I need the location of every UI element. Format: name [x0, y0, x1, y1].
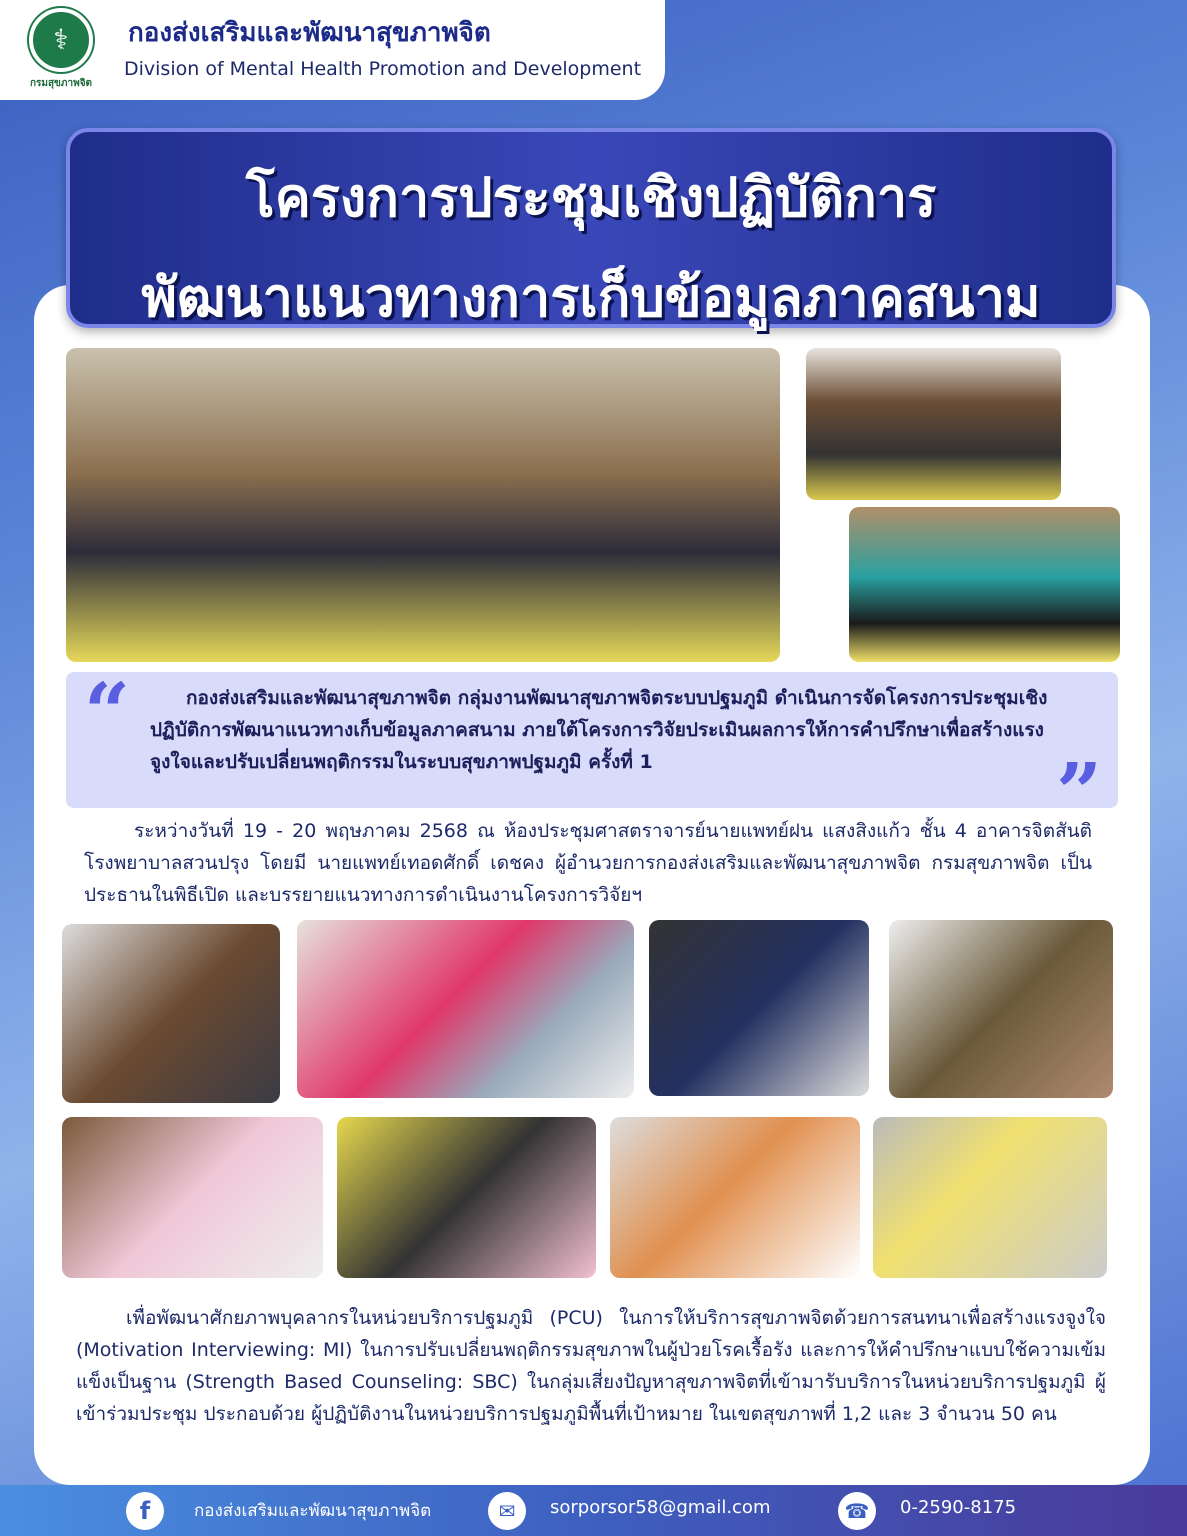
- staff-group-photo: [849, 507, 1120, 662]
- workshop-table-photo: [610, 1117, 860, 1278]
- speaker-photo: [62, 924, 280, 1103]
- group-photo: [66, 348, 780, 662]
- quote-text: กองส่งเสริมและพัฒนาสุขภาพจิต กลุ่มงานพัฒนาสุขภาพจิตระบบปฐมภูมิ ดำเนินการจัดโครงการประชุมเชิงปฏิบัติการพัฒนาแนวทางเก็บข้อมูลภาคสนาม ภายใต้โครงการวิจัยประเมินผลการให้การคำปรึกษาเพื่อสร้างแรงจูงใจและปรับเปลี่ยนพฤติกรรมในระบบสุขภาพปฐมภูมิ ครั้งที่ 1: [150, 687, 1048, 773]
- close-quote-icon: ”: [1056, 745, 1103, 839]
- participants-photo: [297, 920, 634, 1098]
- phone-number[interactable]: 0-2590-8175: [900, 1497, 1017, 1518]
- logo-text: กรมสุขภาพจิต: [29, 78, 93, 89]
- email-icon: ✉: [488, 1492, 526, 1530]
- event-details-paragraph: ระหว่างวันที่ 19 - 20 พฤษภาคม 2568 ณ ห้องประชุมศาสตราจารย์นายแพทย์ฝน แสงสิงแก้ว ชั้น 4 อาคารจิตสันติ โรงพยาบาลสวนปรุง โดยมี นายแพทย์เทอดศักดิ์ เดชคง ผู้อำนวยการกองส่งเสริมและพัฒนาสุขภาพจิต กรมสุขภาพจิต เป็นประธานในพิธีเปิด และบรรยายแนวทางการดำเนินงานโครงการวิจัยฯ: [84, 820, 1092, 906]
- presenter-photo: [649, 920, 869, 1096]
- objective-paragraph: เพื่อพัฒนาศักยภาพบุคลากรในหน่วยบริการปฐมภูมิ (PCU) ในการให้บริการสุขภาพจิตด้วยการสนทนาเพื่อสร้างแรงจูงใจ (Motivation Interviewing: MI) ในการปรับเปลี่ยนพฤติกรรมสุขภาพในผู้ป่วยโรคเรื้อรัง และการให้คำปรึกษาแบบใช้ความเข้มแข็งเป็นฐาน (Strength Based Counseling: SBC) ในกลุ่มเสี่ยงปัญหาสุขภาพจิตที่เข้ามารับบริการในหน่วยบริการปฐมภูมิ ผู้เข้าร่วมประชุม ประกอบด้วย ผู้ปฏิบัติงานในหน่วยบริการปฐมภูมิพื้นที่เป้าหมาย ในเขตสุขภาพที่ 1,2 และ 3 จำนวน 50 คน: [76, 1307, 1106, 1425]
- roleplay-photo-1: [62, 1117, 323, 1278]
- chairman-photo: [806, 348, 1061, 500]
- title-line-2: พัฒนาแนวทางการเก็บข้อมูลภาคสนาม: [141, 266, 1041, 329]
- facebook-page-link[interactable]: กองส่งเสริมและพัฒนาสุขภาพจิต: [194, 1501, 432, 1521]
- facebook-icon: f: [126, 1492, 164, 1530]
- phone-icon: ☎: [838, 1492, 876, 1530]
- roleplay-photo-2: [337, 1117, 596, 1278]
- title-box: [66, 128, 1116, 328]
- title-line-1: โครงการประชุมเชิงปฏิบัติการ: [245, 166, 937, 229]
- footer-contact-bar: [0, 1485, 1187, 1536]
- caduceus-seal-icon: ⚕: [29, 8, 93, 72]
- org-name-thai: กองส่งเสริมและพัฒนาสุขภาพจิต: [128, 18, 491, 48]
- ministry-logo: [24, 8, 98, 96]
- org-name-english: Division of Mental Health Promotion and Development: [124, 58, 642, 80]
- meeting-room-photo: [873, 1117, 1107, 1278]
- email-link[interactable]: sorporsor58@gmail.com: [550, 1497, 771, 1518]
- lecturer-photo: [889, 920, 1113, 1098]
- open-quote-icon: “: [84, 665, 131, 759]
